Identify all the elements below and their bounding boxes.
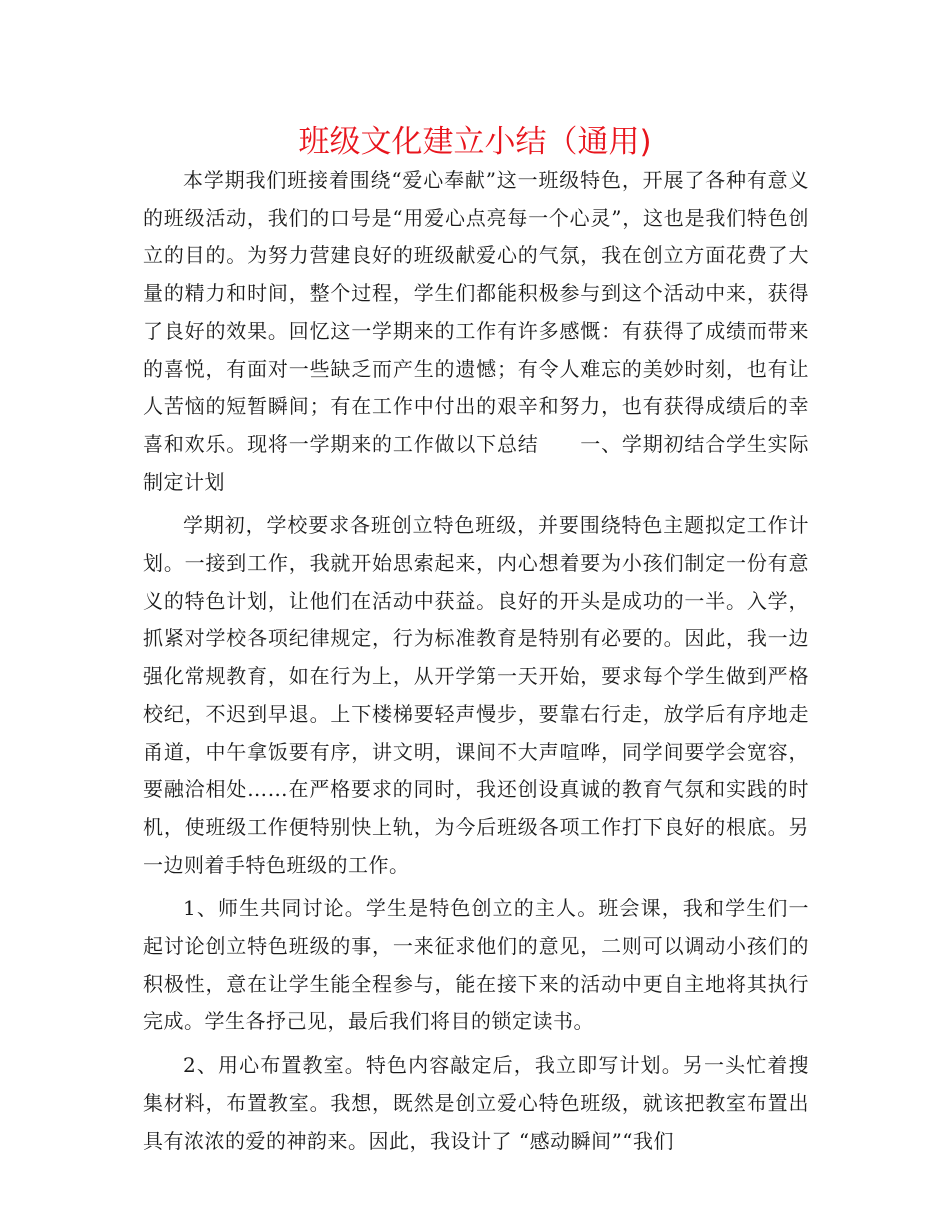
document-title: 班级文化建立小结（通用): [298, 124, 652, 160]
paragraph-intro: 本学期我们班接着围绕“爱心奉献”这一班级特色，开展了各种有意义的班级活动，我们的口号是“用爱心点亮每一个心灵”，这也是我们特色创立的目的。为努力营建良好的班级献爱心的气氛，我在创立方面花费了大量的精力和时间，整个过程，学生们都能积极参与到这个活动中来，获得了良好的效果。回忆这一学期来的工作有许多感慨：有获得了成绩而带来的喜悦，有面对一些缺乏而产生的遗憾；有令人难忘的美妙时刻，也有让人苦恼的短暂瞬间；有在工作中付出的艰辛和努力，也有获得成绩后的幸喜和欢乐。现将一学期来的工作做以下总结 一、学期初结合学生实际制定计划: [143, 168, 809, 494]
paragraph-discussion: 1、师生共同讨论。学生是特色创立的主人。班会课，我和学生们一起讨论创立特色班级的事，一来征求他们的意见，二则可以调动小孩们的积极性，意在让学生能全程参与，能在接下来的活动中更自主地将其执行完成。学生各抒己见，最后我们将目的锁定读书。: [143, 896, 809, 1034]
paragraph-classroom: 2、用心布置教室。特色内容敲定后，我立即写计划。另一头忙着搜集材料，布置教室。我想，既然是创立爱心特色班级，就该把教室布置出具有浓浓的爱的神韵来。因此，我设计了 “感动瞬间”“我们: [143, 1053, 809, 1153]
document-body: [143, 162, 809, 1160]
paragraph-plan: 学期初，学校要求各班创立特色班级，并要围绕特色主题拟定工作计划。一接到工作，我就开始思索起来，内心想着要为小孩们制定一份有意义的特色计划，让他们在活动中获益。良好的开头是成功的一半。入学，抓紧对学校各项纪律规定，行为标准教育是特别有必要的。因此，我一边强化常规教育，如在行为上，从开学第一天开始，要求每个学生做到严格校纪，不迟到早退。上下楼梯要轻声慢步，要靠右行走，放学后有序地走甬道，中午拿饭要有序，讲文明，课间不大声喧哗，同学间要学会宽容，要融洽相处……在严格要求的同时，我还创设真诚的教育气氛和实践的时机，使班级工作便特别快上轨，为今后班级各项工作打下良好的根底。另一边则着手特色班级的工作。: [143, 513, 809, 877]
